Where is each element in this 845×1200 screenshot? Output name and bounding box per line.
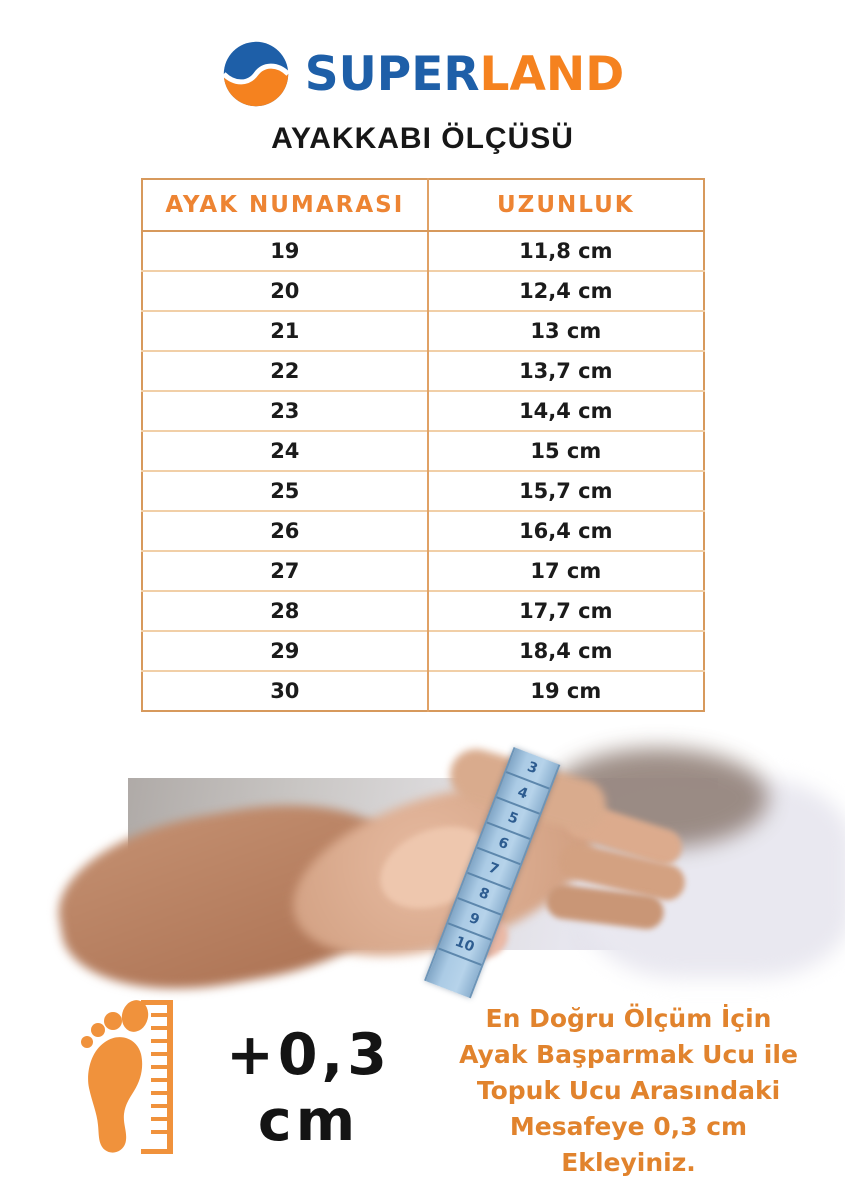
footprint-ruler-icon (75, 996, 175, 1158)
length-cell: 17 cm (428, 551, 703, 591)
tape-number: 5 (486, 798, 539, 840)
shoe-size-cell: 26 (142, 511, 429, 551)
tape-number: 7 (467, 849, 520, 891)
tape-number: 10 (438, 924, 491, 966)
instruction-line: En Doğru Ölçüm İçin (485, 1004, 772, 1033)
shoe-size-cell: 19 (270, 239, 300, 263)
size-table-body (142, 231, 704, 711)
shoe-size-cell: 30 (142, 671, 429, 711)
table-row (142, 231, 704, 271)
tape-number: 9 (447, 899, 500, 941)
brand-wordmark (304, 46, 625, 102)
table-row (142, 551, 704, 591)
tape-number: 8 (457, 874, 510, 916)
shoe-size-cell: 28 (142, 591, 429, 631)
shoe-size-cell: 25 (142, 471, 429, 511)
instruction-line: Mesafeye 0,3 cm Ekleyiniz. (509, 1112, 748, 1177)
instruction-line: Topuk Ucu Arasındaki (476, 1076, 781, 1105)
table-row (142, 311, 704, 351)
shoe-size-cell: 24 (142, 431, 429, 471)
table-row (142, 351, 704, 391)
shoe-size-cell: 22 (142, 351, 429, 391)
table-row (142, 631, 704, 671)
page-title: AYAKKABI ÖLÇÜSÜ (271, 122, 574, 155)
length-cell: 15 cm (428, 431, 703, 471)
measuring-photo (128, 758, 718, 956)
table-row (142, 471, 704, 511)
column-header-size: AYAK NUMARASI (142, 179, 429, 231)
length-cell: 17,7 cm (428, 591, 703, 631)
shoe-size-cell: 27 (142, 551, 429, 591)
add-amount-label: +0,3 cm (226, 1022, 391, 1154)
length-cell: 19 cm (428, 671, 703, 711)
tape-number: 3 (505, 748, 558, 790)
tape-number: 6 (476, 823, 529, 865)
table-row (142, 511, 704, 551)
shoe-size-cell: 20 (142, 271, 429, 311)
table-row (142, 431, 704, 471)
brand-name-blue: SUPER (304, 46, 480, 102)
tape-number: 4 (496, 773, 549, 815)
table-row (142, 671, 704, 711)
brand-s-icon (221, 39, 291, 109)
table-row (142, 391, 704, 431)
length-cell: 13 cm (428, 311, 703, 351)
column-header-length: UZUNLUK (428, 179, 703, 231)
length-cell: 12,4 cm (428, 271, 703, 311)
size-table-header-row (142, 179, 704, 231)
instruction-line: Ayak Başparmak Ucu ile (459, 1040, 798, 1069)
brand-logo (23, 32, 823, 116)
size-chart-page (23, 0, 823, 1200)
table-row (142, 271, 704, 311)
table-row (142, 591, 704, 631)
measurement-instructions (447, 1001, 811, 1181)
length-cell: 15,7 cm (428, 471, 703, 511)
length-cell: 16,4 cm (428, 511, 703, 551)
shoe-size-cell: 23 (142, 391, 429, 431)
length-cell: 13,7 cm (428, 351, 703, 391)
size-table (141, 178, 705, 712)
shoe-size-cell: 29 (142, 631, 429, 671)
length-cell: 11,8 cm (428, 231, 703, 271)
length-cell: 18,4 cm (428, 631, 703, 671)
shoe-size-cell: 21 (142, 311, 429, 351)
length-cell: 14,4 cm (428, 391, 703, 431)
brand-name-orange: LAND (479, 46, 625, 102)
size-table-container (141, 178, 705, 712)
